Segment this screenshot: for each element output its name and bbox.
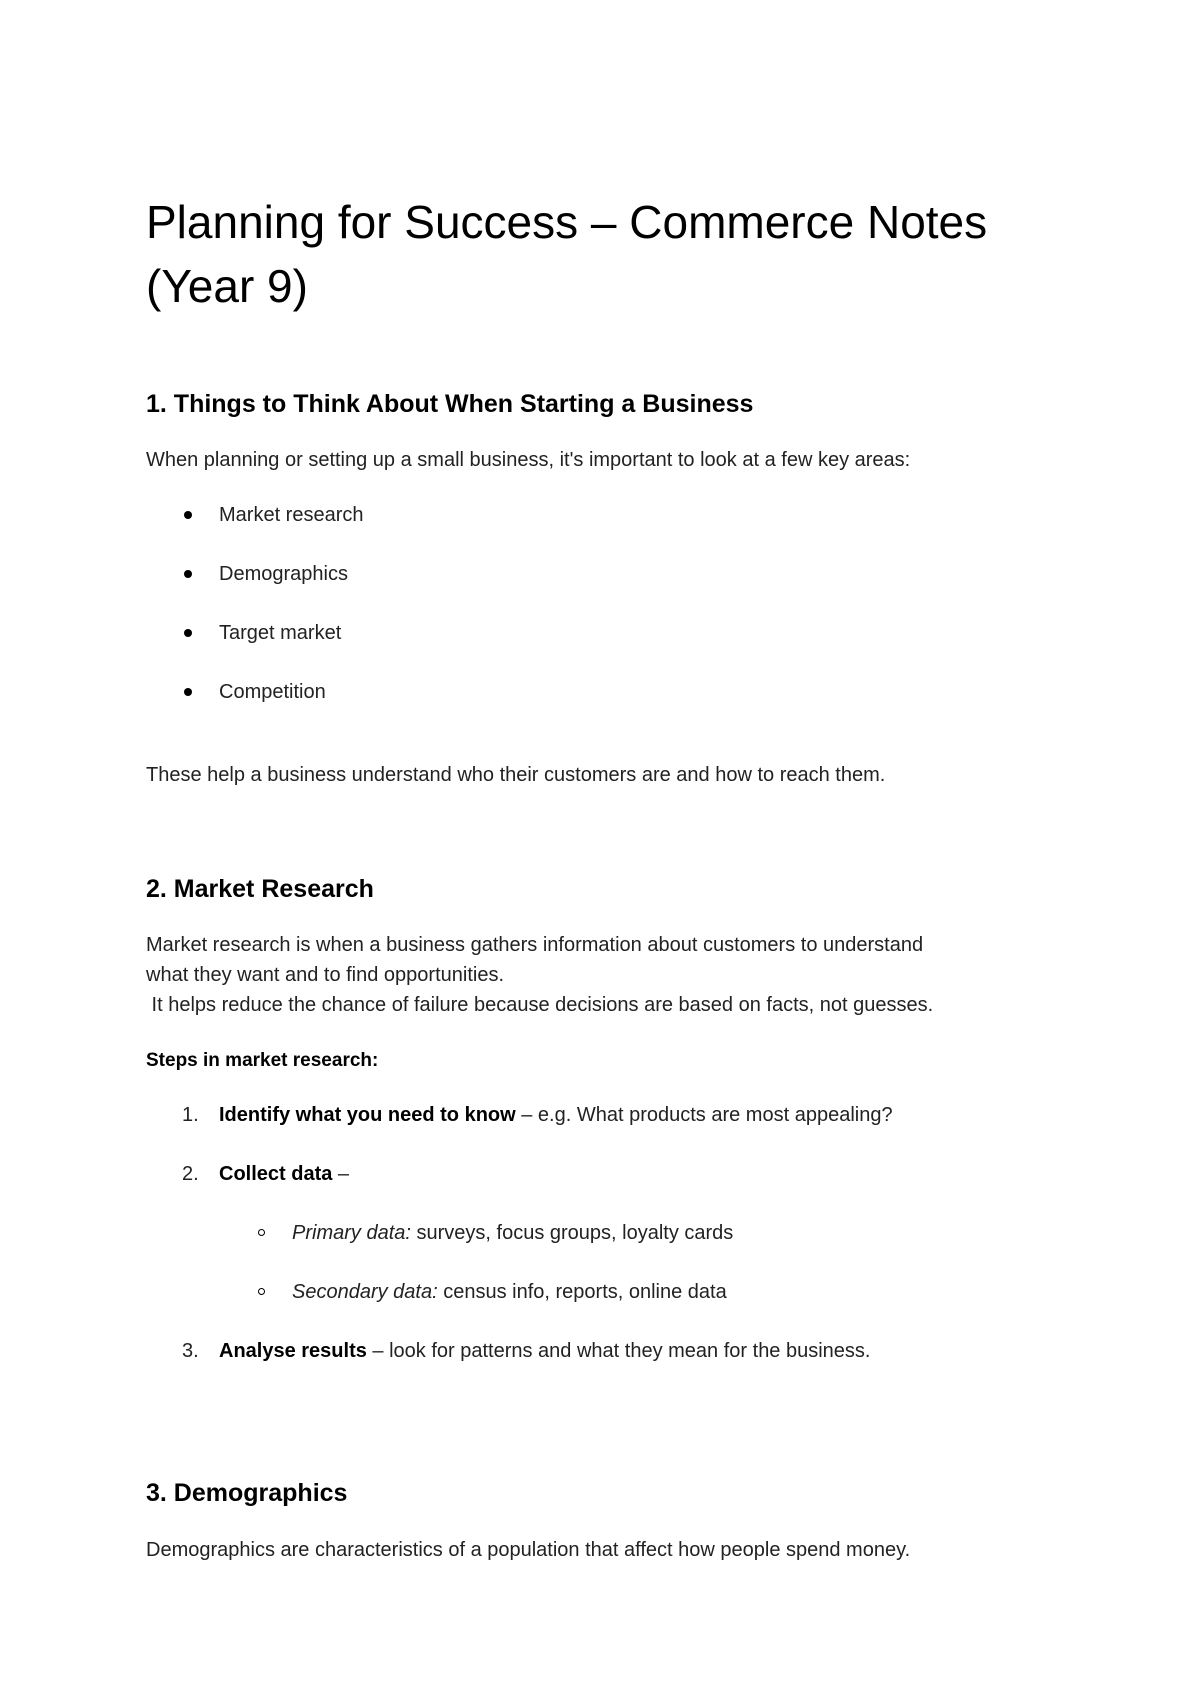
section-2-para-line-3: It helps reduce the chance of failure because decisions are based on facts, not guesses.	[146, 994, 934, 1016]
sub-bullet-icon	[258, 1229, 265, 1236]
document-title: Planning for Success – Commerce Notes (Year 9)	[146, 196, 988, 312]
bullet-icon	[184, 511, 192, 519]
section-3-heading: 3. Demographics	[146, 1479, 348, 1507]
bullet-icon	[184, 629, 192, 637]
sub-bullet-icon	[258, 1288, 265, 1295]
bullet-icon	[184, 570, 192, 578]
section-1-outro: These help a business understand who their customers are and how to reach them.	[146, 764, 886, 786]
steps-heading: Steps in market research:	[146, 1050, 379, 1071]
bullet-icon	[184, 688, 192, 696]
section-3-intro: Demographics are characteristics of a population that affect how people spend money.	[146, 1539, 911, 1561]
section-2-para-line-2: what they want and to find opportunities.	[146, 964, 505, 986]
section-1-heading: 1. Things to Think About When Starting a Business	[146, 390, 754, 418]
document-page: Planning for Success – Commerce Notes (Year 9) 1. Things to Think About When Starting a Business When planning or setting up a small business, it's important to look at a few key areas: Market research Demographics Target market Competition These help a business understand who their customers are and how to reach them. 2. Market Research Market research is when a business gathers information about customers to understand what they want and to find opportunities. It helps reduce the chance of failure because decisions are based on facts, not guesses. Steps in market research: 1. Identify what you need to know – e.g. What products are most appealing? 2. Collect data – Primary data: surveys, focus groups, loyalty cards Secondary data: census info, reports, online data 3. Analyse results – look for patterns and what they mean for the business. 3. Demographics Demographics are characteristics of a population that affect how people spend money.	[146, 0, 1066, 1694]
section-2-para-line-1: Market research is when a business gathers information about customers to understand	[146, 934, 924, 956]
section-2-heading: 2. Market Research	[146, 875, 374, 903]
section-1-intro: When planning or setting up a small business, it's important to look at a few key areas:	[146, 449, 911, 471]
